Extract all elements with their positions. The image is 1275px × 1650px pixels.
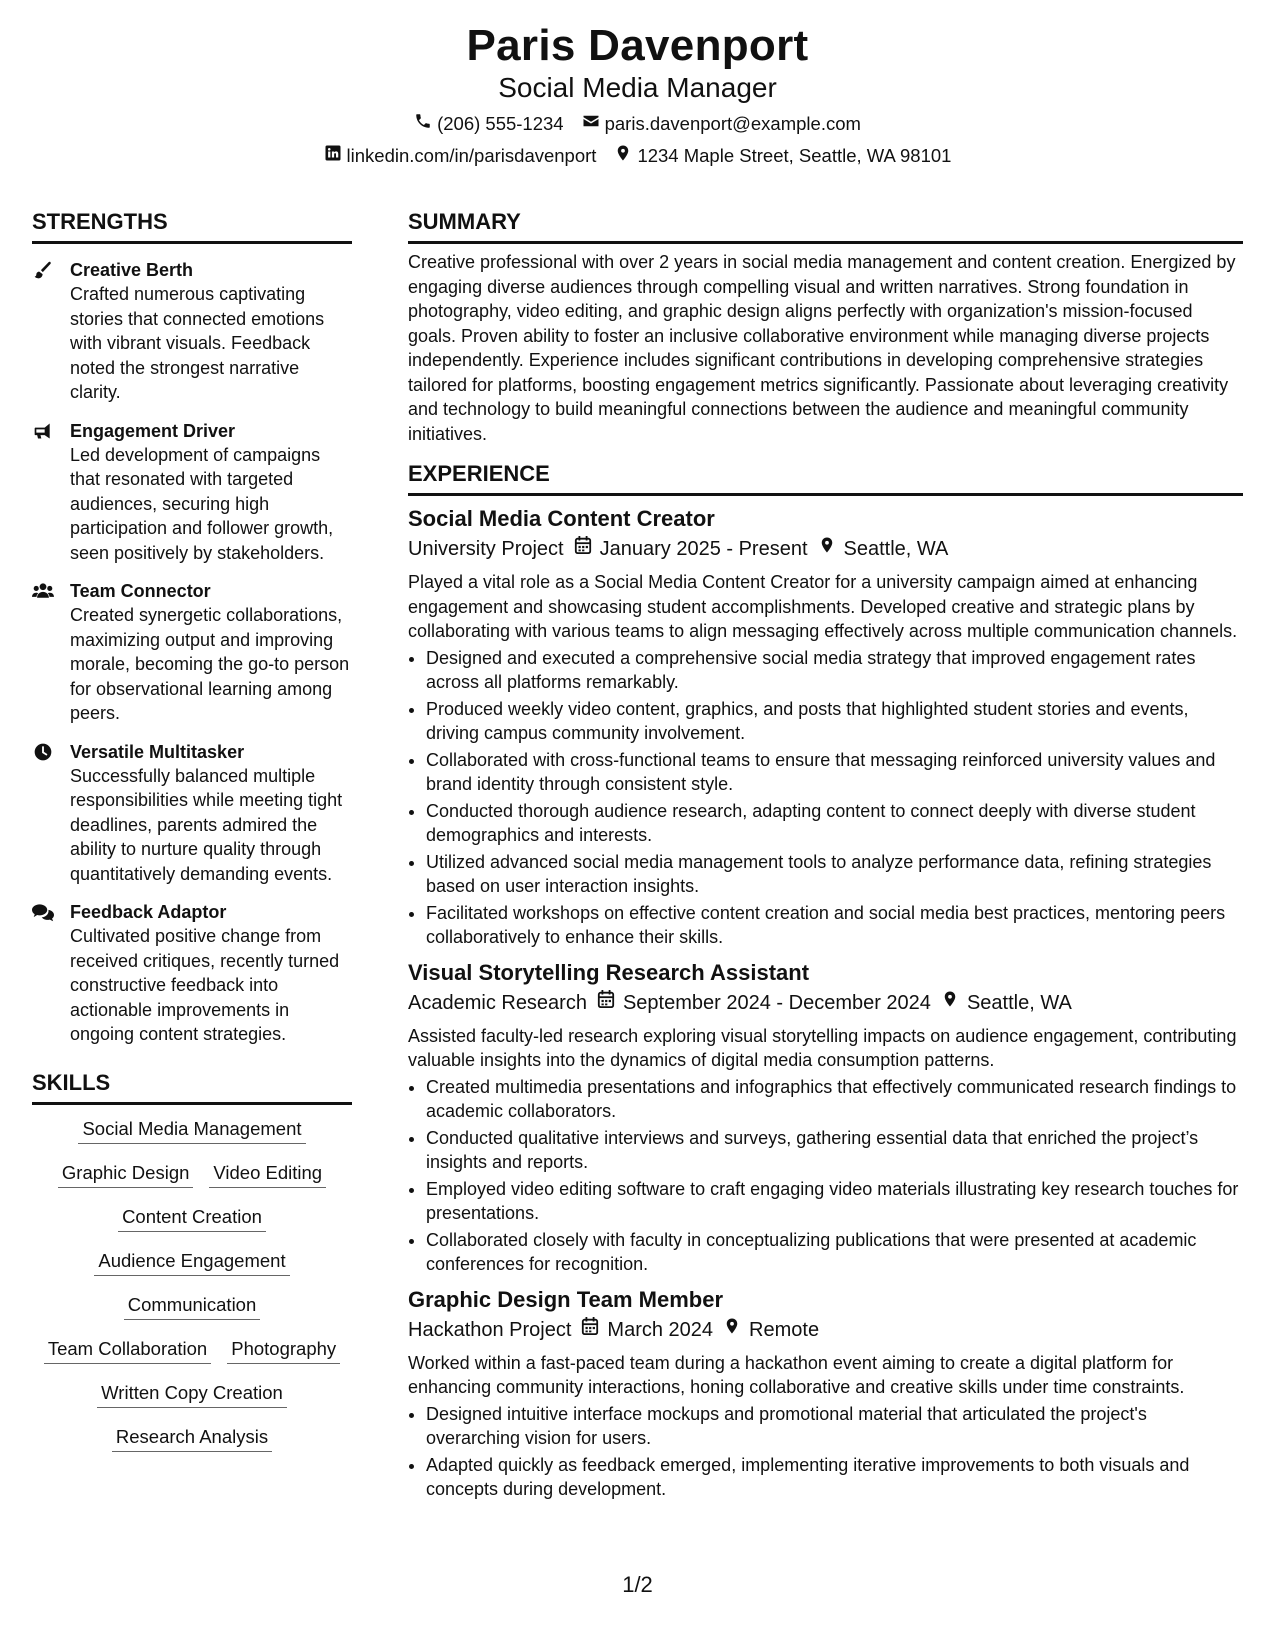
job-bullet: • Produced weekly video content, graphics, and posts that highlighted student stories and events, driving campus community involvement. — [426, 697, 1243, 746]
linkedin-contact[interactable] — [324, 144, 597, 168]
strength-text: Successfully balanced multiple responsibilities while meeting tight deadlines, parents admired the ability to nurture quality through quantitatively demanding events. — [70, 765, 343, 884]
skill-tag: Graphic Design — [58, 1161, 194, 1188]
job-bullet: • Designed intuitive interface mockups and promotional material that articulated the project's overarching vision for users. — [426, 1402, 1243, 1451]
summary-text: Creative professional with over 2 years in social media management and content creation. Energized by engaging diverse audiences through compelling visual and written narratives. Strong foundation in photography, video editing, and graphic design aligns perfectly with organization's mission-focused goals. Proven ability to foster an inclusive collaborative environment while managing diverse projects independently. Experience includes significant contributions in developing comprehensive strategies tailored for platforms, boosting engagement metrics significantly. Passionate about leveraging creativity and technology to build meaningful connections between the audience and meaningful community initiatives. — [408, 252, 1236, 444]
strength-text: Cultivated positive change from received critiques, recently turned constructive feedback into actionable improvements in ongoing content strategies. — [70, 926, 340, 1044]
strength-item — [32, 258, 352, 405]
skill-tag: Audience Engagement — [94, 1249, 289, 1276]
job-meta — [408, 534, 1243, 564]
job-bullet: • Facilitated workshops on effective content creation and social media best practices, mentoring peers collaboratively to enhance their skills. — [426, 901, 1243, 950]
job-bullet: • Utilized advanced social media management tools to analyze performance data, refining strategies based on user interaction insights. — [426, 850, 1243, 899]
skill-tag: Video Editing — [209, 1161, 326, 1188]
job-bullet: • Conducted thorough audience research, adapting content to connect deeply with diverse student demographics and interests. — [426, 799, 1243, 848]
job-dates: September 2024 - December 2024 — [622, 991, 931, 1014]
strengths-heading: STRENGTHS — [32, 208, 352, 244]
phone-text: (206) 555-1234 — [437, 113, 564, 134]
job-entry — [408, 958, 1243, 1277]
strength-text: Led development of campaigns that resonated with targeted audiences, securing high participation and follower growth, seen positively by stakeholders. — [70, 444, 334, 563]
job-meta — [408, 988, 1243, 1018]
job-location: Seattle, WA — [966, 991, 1072, 1014]
job-description: Assisted faculty-led research exploring visual storytelling impacts on audience engagement, contributing valuable insights into the dynamics of digital media consumption patterns. — [408, 1025, 1237, 1070]
job-description: Played a vital role as a Social Media Content Creator for a university campaign aimed at enhancing engagement and showcasing student accomplishments. Developed creative and strategic plans by collaborating with various teams to align messaging effectively across multiple communication channels. — [408, 572, 1238, 641]
address-text: 1234 Maple Street, Seattle, WA 98101 — [637, 145, 952, 166]
left-column — [32, 208, 352, 1469]
comments-icon — [32, 909, 54, 926]
calendar-icon — [574, 534, 592, 564]
job-org: Academic Research — [408, 991, 587, 1014]
job-bullet: • Collaborated closely with faculty in conceptualizing publications that were presented at academic conferences for recognition. — [426, 1228, 1243, 1277]
strength-text: Crafted numerous captivating stories that connected emotions with vibrant visuals. Feedback noted the strongest narrative clarity. — [70, 284, 325, 402]
skill-tag: Research Analysis — [112, 1425, 272, 1452]
skill-tag: Communication — [124, 1293, 261, 1320]
phone-icon — [414, 112, 432, 136]
skills-list — [32, 1117, 352, 1452]
skill-tag: Written Copy Creation — [97, 1381, 287, 1408]
job-location: Remote — [749, 1318, 820, 1341]
map-marker-icon — [818, 534, 836, 564]
job-dates: March 2024 — [607, 1318, 714, 1341]
skill-tag: Content Creation — [118, 1205, 266, 1232]
email-contact[interactable] — [582, 112, 861, 136]
job-entry — [408, 504, 1243, 950]
strength-item — [32, 579, 352, 726]
paintbrush-icon — [32, 267, 54, 284]
strength-title: Feedback Adaptor — [70, 902, 227, 922]
experience-heading: EXPERIENCE — [408, 460, 1243, 496]
skill-tag: Social Media Management — [78, 1117, 305, 1144]
job-title: Social Media Content Creator — [408, 506, 715, 531]
skills-heading: SKILLS — [32, 1069, 352, 1105]
megaphone-icon — [32, 428, 54, 445]
contact-row-1 — [0, 112, 1275, 136]
calendar-icon — [597, 988, 615, 1018]
map-marker-icon — [723, 1315, 741, 1345]
envelope-icon — [582, 112, 600, 136]
skill-tag: Team Collaboration — [44, 1337, 211, 1364]
strength-title: Engagement Driver — [70, 420, 236, 441]
phone-contact — [414, 112, 564, 136]
email-text: paris.davenport@example.com — [604, 113, 861, 134]
resume-header — [0, 18, 1275, 168]
candidate-name: Paris Davenport — [466, 21, 809, 70]
job-bullet: • Designed and executed a comprehensive social media strategy that improved engagement rates across all platforms remarkably. — [426, 646, 1243, 695]
calendar-icon — [581, 1315, 599, 1345]
job-bullet: • Employed video editing software to craft engaging video materials illustrating key research touches for presentations. — [426, 1177, 1243, 1226]
linkedin-text: linkedin.com/in/parisdavenport — [346, 145, 597, 166]
job-entry — [408, 1285, 1243, 1502]
page-number: 1/2 — [622, 1572, 653, 1597]
job-dates: January 2025 - Present — [599, 538, 808, 560]
map-marker-icon — [941, 988, 959, 1018]
job-org: University Project — [408, 538, 564, 560]
users-icon — [32, 588, 54, 605]
right-column — [408, 208, 1243, 1504]
strength-title: Creative Berth — [70, 260, 194, 280]
job-bullets — [408, 1402, 1243, 1502]
strength-title: Team Connector — [70, 581, 211, 601]
strength-item — [32, 900, 352, 1047]
map-marker-icon — [614, 144, 632, 168]
candidate-title: Social Media Manager — [498, 72, 777, 103]
summary-heading: SUMMARY — [408, 208, 1243, 244]
strength-title: Versatile Multitasker — [70, 741, 245, 762]
job-bullet: • Collaborated with cross-functional teams to ensure that messaging reinforced university values and brand identity through consistent style. — [426, 748, 1243, 797]
strength-item — [32, 419, 352, 566]
clock-icon — [32, 749, 54, 766]
job-bullet: • Created multimedia presentations and infographics that effectively communicated research findings to academic collaborators. — [426, 1075, 1243, 1124]
strength-text: Created synergetic collaborations, maximizing output and improving morale, becoming the go-to person for observational learning among peers. — [70, 605, 350, 723]
job-bullet: • Adapted quickly as feedback emerged, implementing iterative improvements to both visuals and concepts during development. — [426, 1453, 1243, 1502]
strength-item — [32, 740, 352, 887]
job-location: Seattle, WA — [843, 538, 949, 560]
job-bullets — [408, 646, 1243, 950]
job-bullets — [408, 1075, 1243, 1277]
linkedin-icon — [324, 144, 342, 168]
contact-row-2 — [0, 144, 1275, 168]
job-meta — [408, 1315, 1243, 1345]
address-contact — [614, 144, 951, 168]
job-title: Graphic Design Team Member — [408, 1286, 724, 1312]
skill-tag: Photography — [227, 1337, 340, 1364]
job-description: Worked within a fast-paced team during a hackathon event aiming to create a digital platform for enhancing community interactions, honing collaborative and creative skills under time constraints. — [408, 1352, 1185, 1397]
job-bullet: • Conducted qualitative interviews and surveys, gathering essential data that enriched the project’s insights and reports. — [426, 1126, 1243, 1175]
job-title: Visual Storytelling Research Assistant — [408, 959, 810, 985]
job-org: Hackathon Project — [408, 1318, 572, 1341]
